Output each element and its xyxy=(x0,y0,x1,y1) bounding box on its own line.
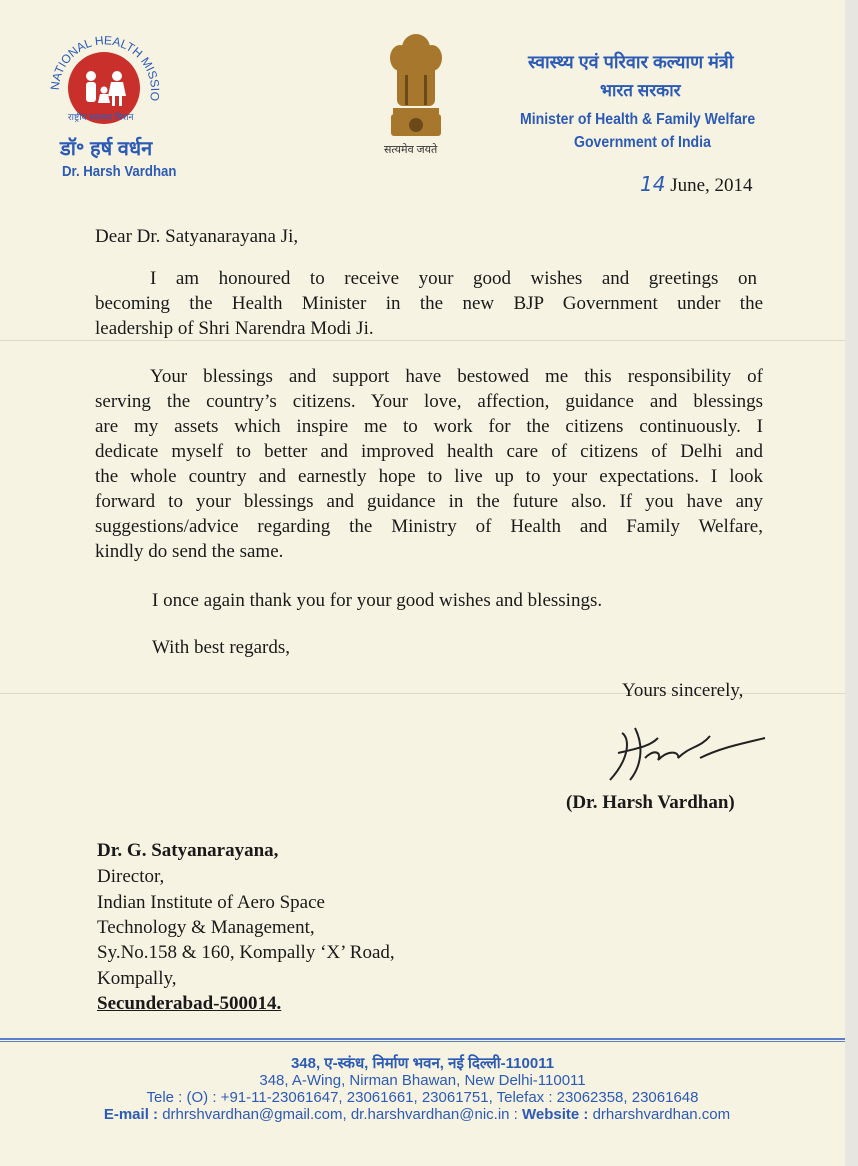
email-label: E-mail : xyxy=(103,1106,159,1123)
text-line: serving the country’s citizens. Your love, affection, guidance and blessings xyxy=(95,391,763,412)
date-day: 14 xyxy=(640,172,666,196)
website-label: Website : xyxy=(522,1106,589,1123)
email-addresses[interactable]: drhrshvardhan@gmail.com, dr.harshvardhan@nic.in : xyxy=(162,1106,518,1123)
text-line: kindly do send the same. xyxy=(95,541,284,562)
footer-contact xyxy=(0,1106,846,1123)
recipient-name: Dr. G. Satyanarayana, xyxy=(97,840,279,861)
text-line: suggestions/advice regarding the Ministry of Health and Family Welfare, xyxy=(95,516,763,537)
yours-sincerely: Yours sincerely, xyxy=(622,680,744,701)
title-hindi: स्वास्थ्य एवं परिवार कल्याण मंत्री xyxy=(528,52,734,72)
date xyxy=(640,172,753,197)
address-city: Secunderabad-500014. xyxy=(97,993,282,1014)
address-line: Kompally, xyxy=(97,968,177,989)
title-english: Minister of Health & Family Welfare xyxy=(520,111,756,128)
closing: With best regards, xyxy=(152,637,291,658)
address-line: Director, xyxy=(97,866,165,887)
name-english: Dr. Harsh Vardhan xyxy=(62,163,177,180)
address-line: Indian Institute of Aero Space xyxy=(97,892,325,913)
text-line: dedicate myself to better and improved health care of citizens of Delhi and xyxy=(95,441,763,462)
paragraph-3: I once again thank you for your good wishes and blessings. xyxy=(152,590,603,611)
text-line: becoming the Health Minister in the new BJP Government under the xyxy=(95,293,763,314)
footer-address-english: 348, A-Wing, Nirman Bhawan, New Delhi-110011 xyxy=(259,1072,586,1089)
address-line: Sy.No.158 & 160, Kompally ‘X’ Road, xyxy=(97,942,395,963)
text-line: I am honoured to receive your good wishes and greetings on xyxy=(150,268,757,289)
national-emblem xyxy=(383,30,449,140)
fold-line xyxy=(0,340,845,341)
salutation: Dear Dr. Satyanarayana Ji, xyxy=(95,226,299,247)
signature xyxy=(600,718,770,788)
page-edge xyxy=(845,0,858,1166)
svg-text:NATIONAL HEALTH MISSION: NATIONAL HEALTH MISSIO xyxy=(47,33,163,102)
text-line: Your blessings and support have bestowed me this responsibility of xyxy=(150,366,763,387)
footer-rule xyxy=(0,1038,845,1042)
footer-address-hindi: 348, ए-स्कंध, निर्माण भवन, नई दिल्ली-110011 xyxy=(290,1055,555,1072)
website-link[interactable]: drharshvardhan.com xyxy=(592,1106,731,1123)
logo-subtext: राष्ट्रीय स्वास्थ्य मिशन xyxy=(68,112,134,122)
govt-hindi: भारत सरकार xyxy=(600,81,681,100)
date-rest: June, 2014 xyxy=(670,175,753,196)
text-line: the whole country and earnestly hope to live up to your expectations. I look xyxy=(95,466,763,487)
address-line: Technology & Management, xyxy=(97,917,315,938)
signatory: (Dr. Harsh Vardhan) xyxy=(566,792,735,813)
name-hindi: डॉ॰ हर्ष वर्धन xyxy=(60,138,153,160)
footer-phone: Tele : (O) : +91-11-23061647, 23061661, 23061751, Telefax : 23062358, 23061648 xyxy=(146,1089,699,1106)
emblem-motto: सत्यमेव जयते xyxy=(384,144,438,156)
text-line: forward to your blessings and guidance in the future also. If you have any xyxy=(95,491,763,512)
text-line: leadership of Shri Narendra Modi Ji. xyxy=(95,318,374,339)
text-line: are my assets which inspire me to work for the citizens continuously. I xyxy=(95,416,763,437)
govt-english: Government of India xyxy=(574,134,711,151)
